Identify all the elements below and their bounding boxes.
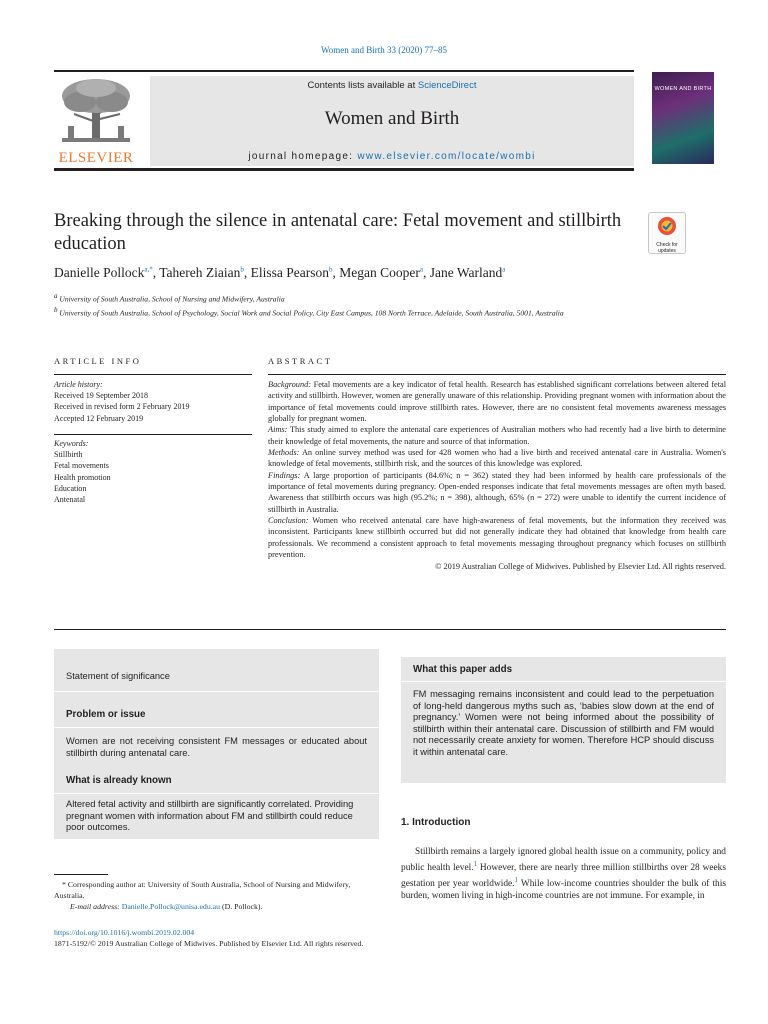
- history-item: Accepted 12 February 2019: [54, 413, 144, 423]
- problem-text: Women are not receiving consistent FM messages or educated about stillbirth during antenatal care.: [66, 736, 367, 758]
- introduction-paragraph: Stillbirth remains a largely ignored global health issue on a community, policy and public health level.$^1$ However, there are nearly three million stillbirths over 28 weeks gestation per year worldwide.$^1$ While low-income countries shoulder the bulk of this burden, women living in high-income countries are not immune. For example, in: [401, 847, 726, 902]
- abstract-copyright: © 2019 Australian College of Midwives. Published by Elsevier Ltd. All rights reserved.: [435, 561, 726, 571]
- reference-link[interactable]: 1: [473, 860, 478, 868]
- contents-available-line: Contents lists available at ScienceDirect: [307, 80, 477, 91]
- keywords: [54, 438, 252, 505]
- author-affiliation-mark[interactable]: a,*: [144, 265, 153, 274]
- known-text: Altered fetal activity and stillbirth are significantly correlated. Providing pregnant women with information about FM and stillbirth could reduce poor outcomes.: [66, 799, 354, 833]
- header-bottom-rule: [54, 168, 634, 171]
- author-name[interactable]: Elissa Pearson: [250, 265, 329, 280]
- author-affiliation-mark[interactable]: b: [240, 265, 244, 274]
- reference-link[interactable]: 1: [514, 876, 519, 885]
- author-affiliation-mark[interactable]: b: [329, 265, 333, 274]
- introduction-heading: 1. Introduction: [401, 817, 471, 828]
- journal-title: Women and Birth: [324, 108, 460, 129]
- author-name[interactable]: Jane Warland: [429, 265, 503, 280]
- corresponding-author-footnote: * Corresponding author at: University of South Australia, School of Nursing and Midwifery, Australia. E-mail address: Danielle.Pollock@unisa.edu.au (D. Pollock).: [54, 880, 351, 911]
- statement-of-significance-box: [54, 649, 379, 839]
- check-for-updates-badge[interactable]: [648, 212, 686, 254]
- abstract-aims: Aims: This study aimed to explore the antenatal care experiences of Australian mothers who had recently had a live birth to determine their knowledge of fetal movements, the nature and source of that information.: [268, 425, 726, 446]
- abstract-bottom-rule: [54, 629, 726, 630]
- check-updates-icon: [649, 213, 685, 237]
- header-top-rule: [54, 70, 634, 72]
- author-affiliation-mark[interactable]: a: [502, 265, 506, 274]
- author-name[interactable]: Tahereh Ziaian: [159, 265, 241, 280]
- keyword: Antenatal: [54, 495, 86, 505]
- journal-reference[interactable]: Women and Birth 33 (2020) 77–85: [320, 45, 447, 55]
- abstract-rule: [268, 374, 726, 375]
- history-item: Received 19 September 2018: [54, 391, 148, 401]
- adds-heading: What this paper adds: [413, 664, 513, 675]
- author-name[interactable]: Danielle Pollock: [54, 265, 145, 280]
- author-affiliation-mark[interactable]: a: [419, 265, 423, 274]
- keywords-rule: [54, 434, 252, 435]
- known-heading: What is already known: [66, 775, 172, 786]
- check-updates-label: Check for updates: [656, 242, 678, 254]
- adds-text: FM messaging remains inconsistent and could lead to the perpetuation of long-held dangerous myths such as, ‘babies slow down at the end of pregnancy.’ Women were not being informed about the possibility of stillbirth within their antenatal care. Discussion of stillbirth and FM would not necessarily create anxiety for women. Therefore HCP should discuss it within antenatal care.: [413, 689, 714, 757]
- affiliation-b: $^b$ University of South Australia, School of Psychology, Social Work and Social Policy, City East Campus, 108 North Terrace, Adelaide, South Australia, 5001, Australia: [54, 305, 564, 318]
- author-email-link[interactable]: Danielle.Pollock@unisa.edu.au: [121, 902, 221, 911]
- keyword: Education: [54, 483, 87, 493]
- affiliations: [54, 291, 654, 318]
- article-history: [54, 379, 252, 424]
- article-info-label: ARTICLE INFO: [54, 356, 142, 366]
- abstract-body: [268, 379, 726, 572]
- abstract-conclusion: Conclusion: Women who received antenatal care have high-awareness of fetal movements, but the information they received was inconsistent. Participants knew stillbirth occurred but did not generally indicate they had obtained that knowledge from health care professionals. We recommend a consistent approach to fetal movements messaging throughout pregnancy which focuses on stillbirth prevention.: [268, 516, 726, 560]
- history-item: Received in revised form 2 February 2019: [54, 402, 190, 412]
- journal-homepage-link[interactable]: www.elsevier.com/locate/wombi: [357, 151, 536, 162]
- journal-cover-thumbnail[interactable]: [652, 72, 714, 164]
- footnote-rule: [54, 874, 108, 875]
- doi-block: [54, 927, 554, 949]
- history-title: Article history:: [54, 380, 103, 389]
- article-info-rule: [54, 374, 252, 375]
- article-title: Breaking through the silence in antenatal care: Fetal movement and stillbirth education: [54, 211, 622, 254]
- abstract-background: Background: Fetal movements are a key indicator of fetal health. Research has established significant correlations between altered fetal activity and stillbirth. However, women are generally unaware of this relationship. Providing pregnant women with information about the importance of fetal movements could improve stillbirth rates. However, there are no consistent fetal movements awareness messages globally for pregnant women.: [268, 380, 726, 424]
- sciencedirect-link[interactable]: ScienceDirect: [417, 80, 477, 91]
- abstract-methods: Methods: An online survey method was used for 428 women who had a live birth and received antenatal care in Australia. Women's knowledge of fetal movements, stillbirth risk, and the sources of this knowledge was explored.: [268, 448, 726, 469]
- abstract-findings: Findings: A large proportion of participants (84.6%; n = 362) stated they had been informed by health care professionals of the importance of fetal movements during pregnancy. Open-ended responses indicate that fetal movements messages are often myth based. Awareness that stillbirth occurs was high (95.2%; n = 398), although, 65% (n = 272) were unable to identify the current incidence of stillbirth in Australia.: [268, 470, 726, 514]
- keyword: Fetal movements: [54, 461, 109, 471]
- issn-copyright-line: 1871-5192/© 2019 Australian College of Midwives. Published by Elsevier Ltd. All rights reserved.: [54, 939, 364, 948]
- author-list: Danielle Pollock$^{a,*}$, Tahereh Ziaian$^b$, Elissa Pearson$^b$, Megan Cooper$^a$, Jane Warland$^a$: [54, 265, 506, 280]
- keyword: Stillbirth: [54, 450, 83, 460]
- keyword: Health promotion: [54, 472, 111, 482]
- cover-title: WOMEN AND BIRTH: [654, 86, 712, 92]
- significance-title: Statement of significance: [66, 671, 170, 681]
- abstract-label: ABSTRACT: [268, 356, 333, 366]
- journal-homepage-line: journal homepage: www.elsevier.com/locate/wombi: [248, 151, 536, 162]
- tree-icon: [54, 76, 138, 148]
- author-name[interactable]: Megan Cooper: [339, 265, 420, 280]
- doi-link[interactable]: https://doi.org/10.1016/j.wombi.2019.02.004: [54, 928, 195, 937]
- problem-heading: Problem or issue: [66, 709, 146, 720]
- what-this-paper-adds-box: [401, 657, 726, 783]
- elsevier-wordmark: ELSEVIER: [58, 150, 134, 166]
- keywords-title: Keywords:: [54, 439, 89, 448]
- affiliation-a: $^a$ University of South Australia, School of Nursing and Midwifery, Australia: [54, 292, 285, 304]
